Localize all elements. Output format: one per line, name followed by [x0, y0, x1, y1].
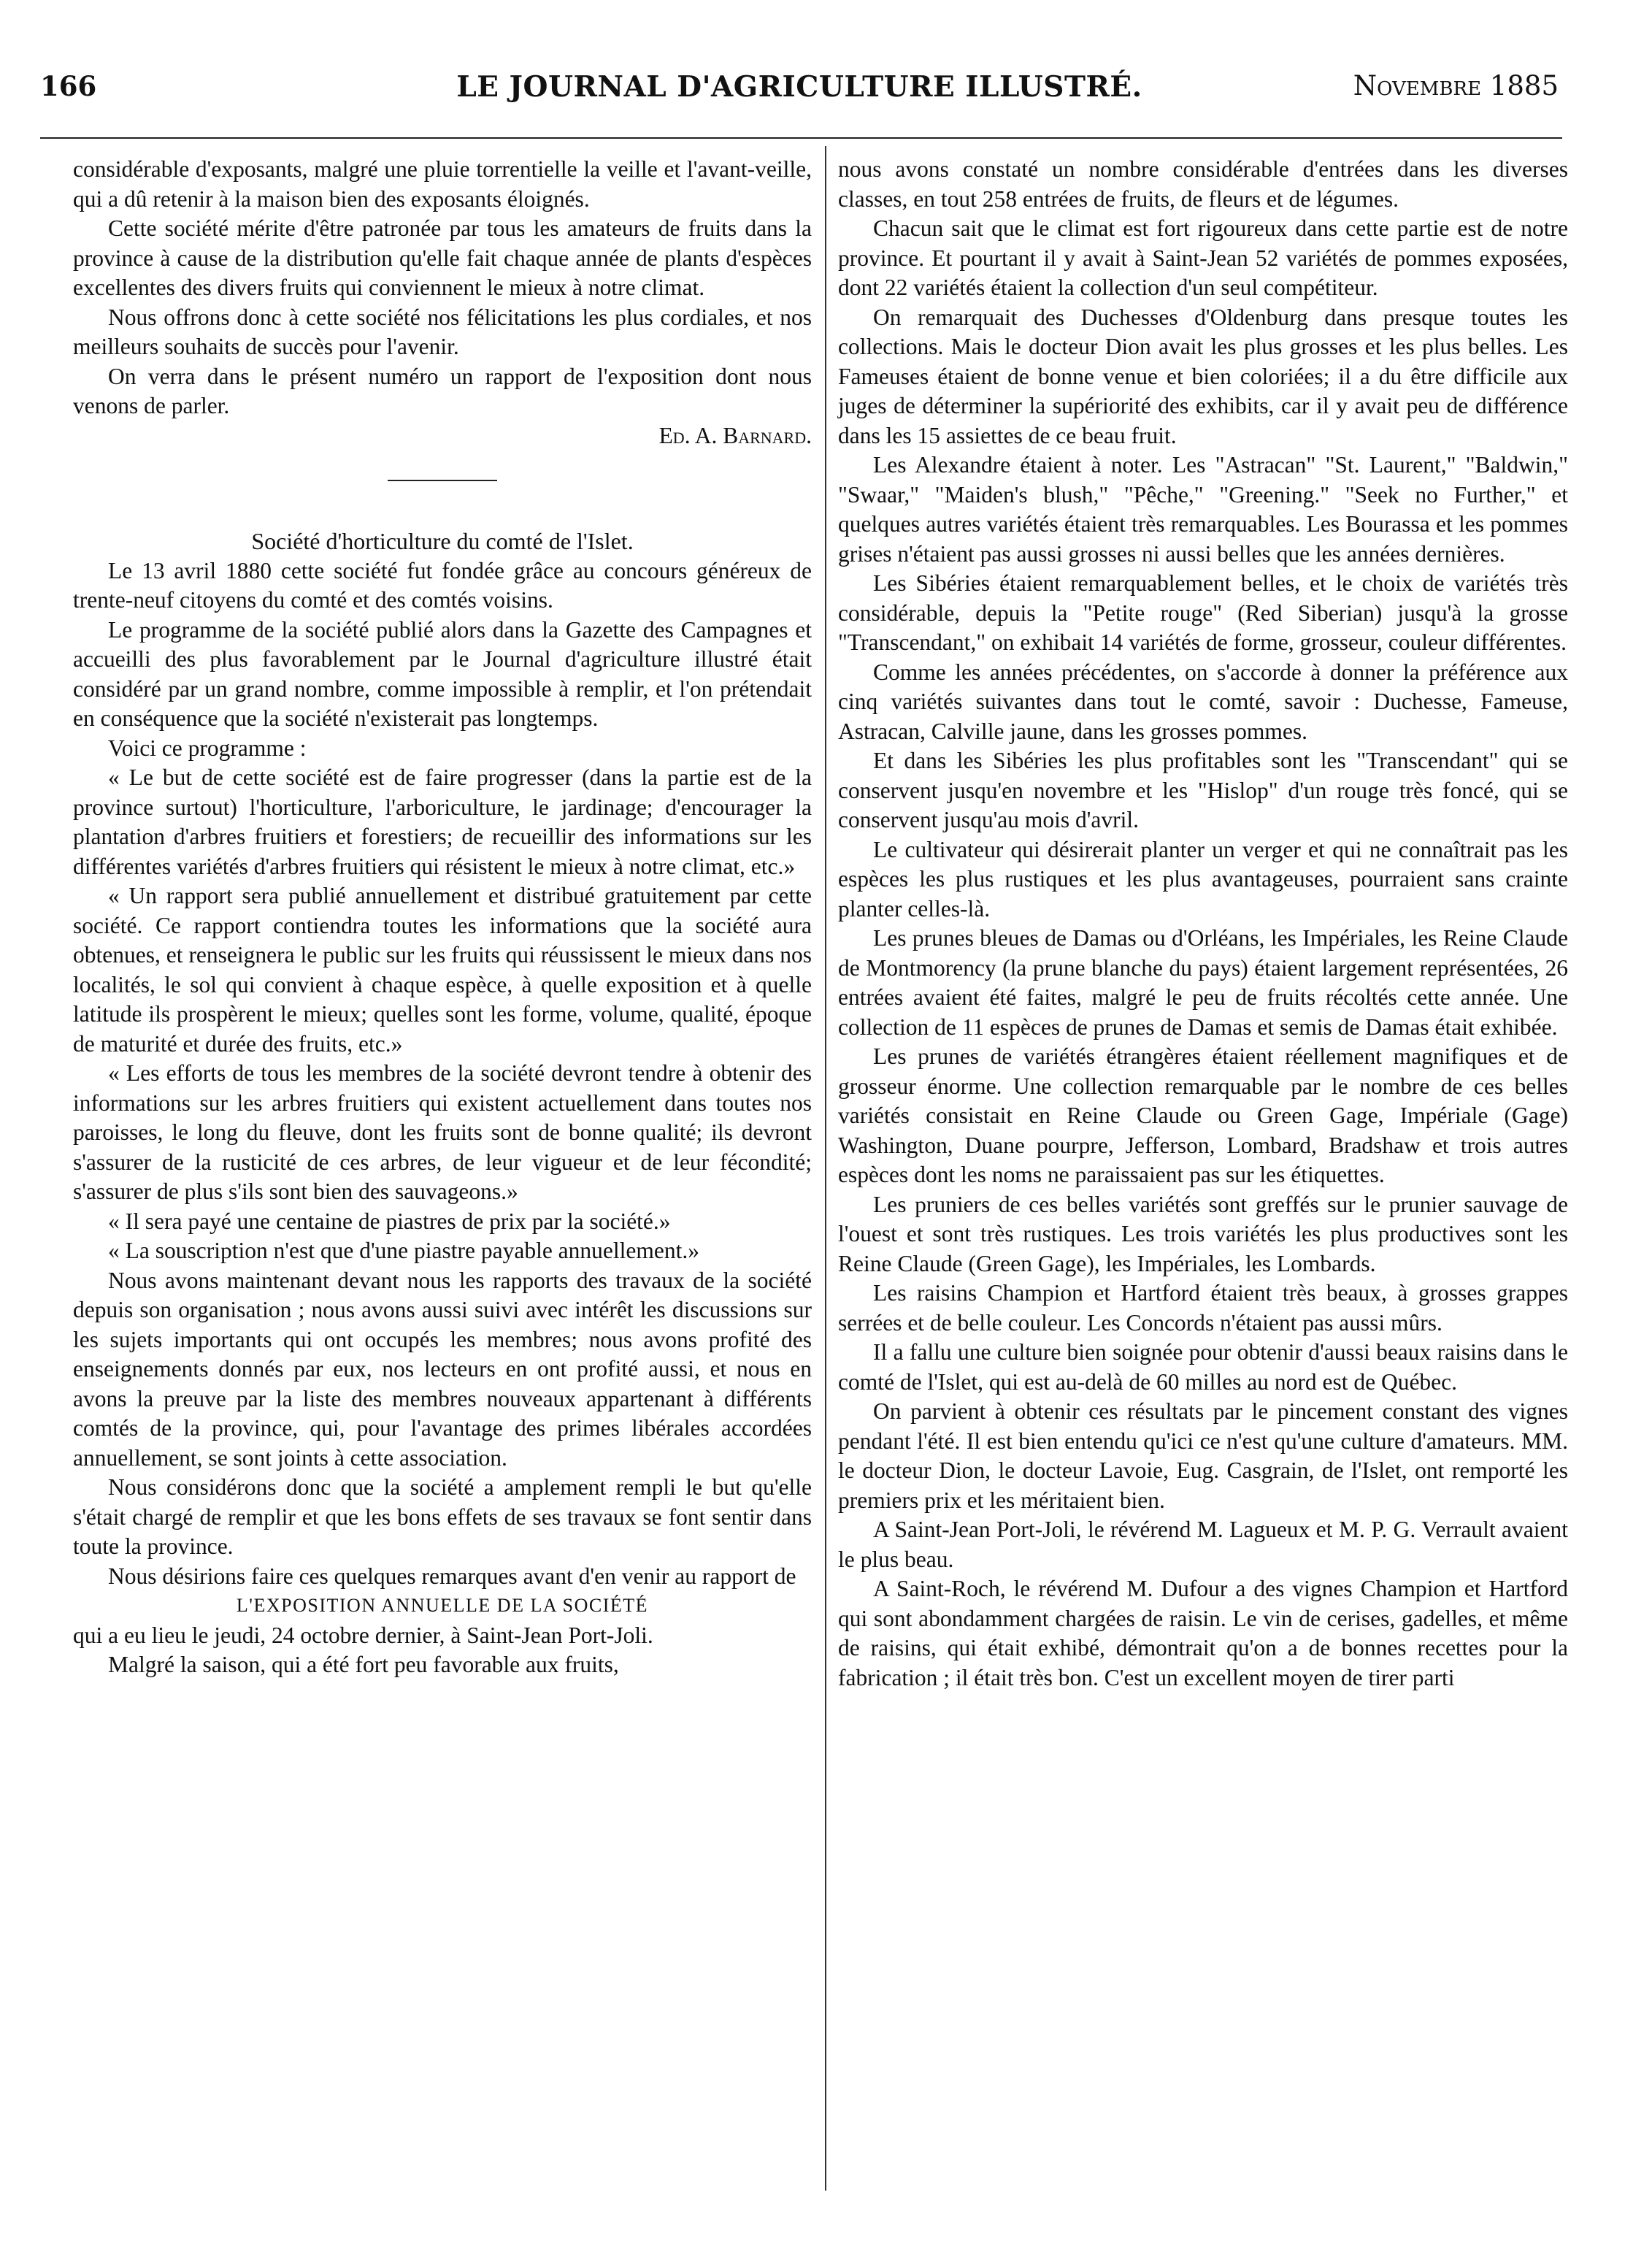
paragraph: A Saint-Roch, le révérend M. Dufour a des vignes Champion et Hartford qui sont abondamment chargées de raisin. Le vin de cerises, gadelles, et même de raisins, qui était exhibé, démontrait qu'on a de bonnes recettes pour la fabrication ; il était très bon. C'est un excellent moyen de tirer parti [838, 1576, 1568, 1690]
subsection-heading: L'EXPOSITION ANNUELLE DE LA SOCIÉTÉ [236, 1595, 649, 1616]
paragraph: Nous considérons donc que la société a amplement rempli le but qu'elle s'était chargé de remplir et que les bons effets de ses travaux se font sentir dans toute la province. [73, 1474, 812, 1559]
left-column [73, 155, 812, 1680]
column-divider [825, 146, 826, 2191]
right-column [838, 155, 1568, 1693]
paragraph: A Saint-Jean Port-Joli, le révérend M. Lagueux et M. P. G. Verrault avaient le plus beau. [838, 1517, 1568, 1572]
quoted-paragraph: « Le but de cette société est de faire progresser (dans la partie est de la province surtout) l'horticulture, l'arboriculture, le jardinage; d'encourager la plantation d'arbres fruitiers et forestiers; de recueillir des informations sur les différentes variétés d'arbres fruitiers qui résistent le mieux à notre climat, etc.» [73, 765, 812, 879]
paragraph: considérable d'exposants, malgré une pluie torrentielle la veille et l'avant-veille, qui a dû retenir à la maison bien des exposants éloignés. [73, 156, 812, 212]
running-header [40, 70, 1559, 114]
paragraph: Le cultivateur qui désirerait planter un verger et qui ne connaîtrait pas les espèces les plus rustiques et les plus avantageuses, pourraient sans crainte planter celles-là. [838, 836, 1568, 922]
paragraph: Cette société mérite d'être patronée par tous les amateurs de fruits dans la province à cause de la distribution qu'elle fait chaque année de plants d'espèces excellentes des divers fruits qui conviennent le mieux à notre climat. [73, 215, 812, 300]
issue-date: Novembre 1885 [1353, 70, 1559, 101]
paragraph: qui a eu lieu le jeudi, 24 octobre dernier, à Saint-Jean Port-Joli. [73, 1622, 653, 1648]
page-number: 166 [40, 70, 97, 102]
paragraph: Voici ce programme : [108, 735, 307, 761]
journal-title: LE JOURNAL D'AGRICULTURE ILLUSTRÉ. [456, 70, 1142, 104]
paragraph: Les prunes de variétés étrangères étaient réellement magnifiques et de grosseur énorme. Une collection remarquable par le nombre de ces belles variétés consistait en Reine Claude ou Green Gage, Impériale (Gage) Washington, Duane pourpre, Jefferson, Lombard, Bradshaw et trois autres espèces dont les noms ne paraissaient pas sur les étiquettes. [838, 1043, 1568, 1187]
paragraph: Les Sibéries étaient remarquablement belles, et le choix de variétés très considérable, depuis la "Petite rouge" (Red Siberian) jusqu'à la grosse "Transcendant," on exhibait 14 variétés de forme, grosseur, couleur différentes. [838, 570, 1568, 655]
header-rule [40, 137, 1562, 139]
paragraph: Nous désirions faire ces quelques remarques avant d'en venir au rapport de [108, 1563, 796, 1589]
paragraph: Les pruniers de ces belles variétés sont greffés sur le prunier sauvage de l'ouest et sont très rustiques. Les trois variétés les plus productives sont les Reine Claude (Green Gage), les Impériales, les Lombards. [838, 1191, 1568, 1276]
paragraph: Comme les années précédentes, on s'accorde à donner la préférence aux cinq variétés suivantes dans tout le comté, savoir : Duchesse, Fameuse, Astracan, Calville jaune, dans les grosses pommes. [838, 659, 1568, 744]
section-heading: Société d'horticulture du comté de l'Islet. [251, 528, 634, 554]
author-signature: Ed. A. Barnard. [658, 422, 812, 448]
quoted-paragraph: « Il sera payé une centaine de piastres de prix par la société.» [108, 1208, 671, 1234]
paragraph: Les raisins Champion et Hartford étaient très beaux, à grosses grappes serrées et de belle couleur. Les Concords n'étaient pas aussi mûrs. [838, 1280, 1568, 1336]
paragraph: Le 13 avril 1880 cette société fut fondée grâce au concours généreux de trente-neuf citoyens du comté et des comtés voisins. [73, 557, 812, 613]
quoted-paragraph: « La souscription n'est que d'une piastre payable annuellement.» [108, 1238, 699, 1263]
paragraph: Les Alexandre étaient à noter. Les "Astracan" "St. Laurent," "Baldwin," "Swaar," "Maiden's blush," "Pêche," "Greening." "Seek no Further," et quelques autres variétés étaient très remarquables. Les Bourassa et les pommes grises n'étaient pas aussi grosses ni aussi belles que les années dernières. [838, 452, 1568, 567]
paragraph: Et dans les Sibéries les plus profitables sont les "Transcendant" qui se conservent jusqu'en novembre et les "Hislop" d'un rouge très foncé, qui se conservent jusqu'au mois d'avril. [838, 748, 1568, 832]
paragraph: nous avons constaté un nombre considérable d'entrées dans les diverses classes, en tout 258 entrées de fruits, de fleurs et de légumes. [838, 156, 1568, 212]
paragraph: Chacun sait que le climat est fort rigoureux dans cette partie est de notre province. Et pourtant il y avait à Saint-Jean 52 variétés de pommes exposées, dont 22 variétés étaient la collection d'un seul compétiteur. [838, 215, 1568, 300]
section-divider [388, 480, 497, 481]
paragraph: On parvient à obtenir ces résultats par le pincement constant des vignes pendant l'été. Il est bien entendu qu'ici ce n'est qu'une culture d'amateurs. MM. le docteur Dion, le docteur Lavoie, Eug. Casgrain, de l'Islet, ont remporté les premiers prix et les méritaient bien. [838, 1398, 1568, 1513]
quoted-paragraph: « Un rapport sera publié annuellement et distribué gratuitement par cette société. Ce rapport contiendra toutes les informations que la société aura obtenues, et renseignera le public sur les fruits qui réussissent le mieux dans nos localités, le sol qui convient à chaque espèce, à quelle exposition et à quelle latitude ils prospèrent le mieux; quelles sont les forme, volume, qualité, époque de maturité et durée des fruits, etc.» [73, 883, 812, 1057]
paragraph: Malgré la saison, qui a été fort peu favorable aux fruits, [108, 1652, 619, 1677]
paragraph: Il a fallu une culture bien soignée pour obtenir d'aussi beaux raisins dans le comté de l'Islet, qui est au-delà de 60 milles au nord est de Québec. [838, 1339, 1568, 1395]
paragraph: Le programme de la société publié alors dans la Gazette des Campagnes et accueilli des plus favorablement par le Journal d'agriculture illustré était considéré par un grand nombre, comme impossible à remplir, et l'on prétendait en conséquence que la société n'existerait pas longtemps. [73, 616, 812, 731]
paragraph: On remarquait des Duchesses d'Oldenburg dans presque toutes les collections. Mais le docteur Dion avait les plus grosses et les plus belles. Les Fameuses étaient de bonne venue et bien coloriées; il a du être difficile aux juges de déterminer la supériorité des exhibits, car il y avait peu de différence dans les 15 assiettes de ce beau fruit. [838, 304, 1568, 448]
paragraph: Les prunes bleues de Damas ou d'Orléans, les Impériales, les Reine Claude de Montmorency (la prune blanche du pays) étaient largement représentées, 26 entrées avaient été faites, malgré le peu de fruits récoltés cette année. Une collection de 11 espèces de prunes de Damas et semis de Damas était exhibée. [838, 925, 1568, 1040]
quoted-paragraph: « Les efforts de tous les membres de la société devront tendre à obtenir des informations sur les arbres fruitiers qui existent actuellement dans toutes nos paroisses, le long du fleuve, dont les fruits sont de bonne qualité; ils devront s'assurer de la rusticité de ces arbres, de leur vigueur et de leur fécondité; s'assurer de plus s'ils sont bien des sauvageons.» [73, 1060, 812, 1204]
paragraph: Nous avons maintenant devant nous les rapports des travaux de la société depuis son organisation ; nous avons aussi suivi avec intérêt les discussions sur les sujets importants qui ont occupés les membres; nous avons profité des enseignements donnés par eux, nos lecteurs en ont profité aussi, et nous en avons la preuve par la liste des membres nouveaux appartenant à différents comtés de la province, qui, pour l'avantage des primes libérales accordées annuellement, se sont joints à cette association. [73, 1267, 812, 1471]
paragraph: Nous offrons donc à cette société nos félicitations les plus cordiales, et nos meilleurs souhaits de succès pour l'avenir. [73, 304, 812, 359]
paragraph: On verra dans le présent numéro un rapport de l'exposition dont nous venons de parler. [73, 363, 812, 418]
